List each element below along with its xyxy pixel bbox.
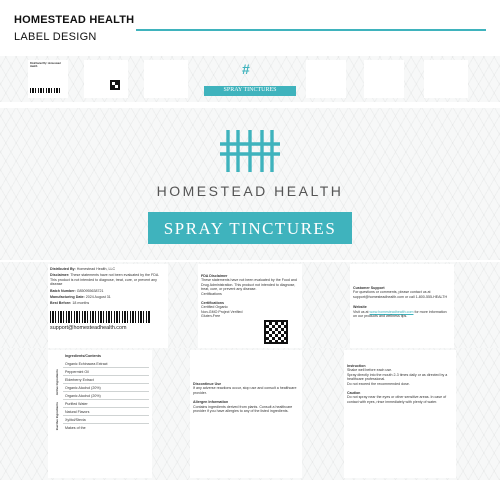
batch-value: G850955638721 <box>76 288 104 293</box>
thumb-panel-5 <box>364 60 404 98</box>
thumb-panel-2 <box>84 60 128 98</box>
thumb-hero: # SPRAY TINCTURES <box>204 56 296 102</box>
hero-brand-name: HOMESTEAD HEALTH <box>156 183 344 199</box>
caution-title: Caution <box>347 391 361 396</box>
website-link[interactable]: www.homesteadhealth.com <box>369 309 414 314</box>
inactive-group-label: Inactive Ingredients <box>54 402 59 431</box>
header-accent-line <box>136 29 486 31</box>
label-row-1 <box>0 262 500 350</box>
support-panel <box>350 264 454 348</box>
hero-product-name: SPRAY TINCTURES <box>163 219 337 238</box>
ingredient-row: Elderberry Extract <box>63 376 149 384</box>
barcode <box>50 311 150 323</box>
disclaimer-label: Disclaimer: <box>50 273 70 278</box>
label-row-2 <box>0 348 500 480</box>
instruction-panel <box>344 350 456 478</box>
ingredient-row: Makes of the <box>65 426 86 431</box>
mfg-value: 2024 August 31 <box>85 295 111 300</box>
support-email[interactable]: support@homesteadhealth.com <box>50 324 127 331</box>
thumb-panel-3 <box>144 60 188 98</box>
ingredient-row: Organic Echinacea Extract <box>63 360 149 368</box>
ingredient-row: Peppermint Oil <box>63 368 149 376</box>
allergen-body: Contains ingredients derived from plants. Consult a healthcare provider if you have allergies to any of the listed ingredients. <box>193 404 293 414</box>
thumb-product-name: SPRAY TINCTURES <box>223 87 277 93</box>
thumb-panel-6 <box>424 60 468 98</box>
instruction-line: Spray directly into the mouth 2-3 times daily or as directed by a healthcare professional. <box>347 372 448 382</box>
support-title: Customer Support <box>353 286 385 290</box>
best-value: 18 months <box>72 301 90 306</box>
cert-item: Non-GMO Project Verified <box>201 309 243 314</box>
cert-title: Certifications <box>201 301 224 306</box>
lattice-h-icon <box>218 128 282 174</box>
thumb-panel-4 <box>306 60 346 98</box>
header-subtitle: LABEL DESIGN <box>14 31 97 43</box>
caution-body: Do not spray near the eyes or other sensitive areas. In case of contact with eyes, rinse immediately with plenty of water. <box>347 395 447 404</box>
ingredient-row: Organic Alcohol (20%) <box>63 392 149 400</box>
allergen-title: Allergen Information <box>193 400 229 405</box>
disclaimer-value: These statements have not been evaluated by the FDA. This product is not intended to diagnose, treat, cure, or prevent any disease <box>50 273 160 287</box>
ingredients-panel <box>48 350 152 478</box>
distributor-panel <box>48 264 168 348</box>
discontinue-title: Discontinue Use <box>193 382 222 386</box>
website-post: for more information on our products and wellness tips. <box>353 309 447 319</box>
ingredient-row: Organic Alcohol (20%) <box>63 384 149 392</box>
fda-body: These statements have not been evaluated by the Food and Drug Administration. This product not intended to diagnose, treat, cure, or prevent any disease. <box>201 278 297 292</box>
ingredients-title: Ingredients/Contents <box>65 354 101 358</box>
ingredient-row: Natural Flavors <box>63 408 149 416</box>
instruction-line: Do not exceed the recommended dose. <box>347 381 410 386</box>
fda-panel <box>198 264 302 348</box>
distributed-value: Homestead Health, LLC <box>76 267 116 271</box>
active-group-label: Active Ingredients <box>54 369 59 396</box>
use-panel <box>190 350 302 478</box>
ingredient-row: Purified Water <box>63 400 149 408</box>
best-label: Best Before: <box>50 301 72 306</box>
fda-body-2: Certifications <box>201 291 222 296</box>
qr-code[interactable] <box>264 320 288 344</box>
website-pre: Visit us at <box>353 309 369 314</box>
distributed-label: Distributed By: <box>50 267 76 271</box>
hero-section <box>0 108 500 260</box>
fda-title: FDA Disclaimer <box>201 274 228 278</box>
batch-label: Batch Number: <box>50 288 76 293</box>
discontinue-body: If any adverse reactions occur, stop use and consult a healthcare provider. <box>193 386 297 395</box>
thumbnail-strip <box>0 56 500 102</box>
mfg-label: Manufacturing Date: <box>50 295 85 300</box>
cert-item: Gluten-Free <box>201 314 221 319</box>
website-title: Website <box>353 305 367 310</box>
ingredient-row: Xylitol/Stevia <box>63 416 149 424</box>
cert-item: Certified Organic <box>201 305 228 310</box>
thumb-panel-1: Distributed By: Homestead Health <box>28 60 68 98</box>
instruction-line: Shake well before each use. <box>347 368 393 373</box>
instruction-title: Instruction <box>347 364 366 368</box>
support-body: For questions or comments, please contact us at support@homesteadhealth.com or call 1-800-555-HEALTH <box>353 290 448 299</box>
header-brand: HOMESTEAD HEALTH <box>14 14 135 26</box>
